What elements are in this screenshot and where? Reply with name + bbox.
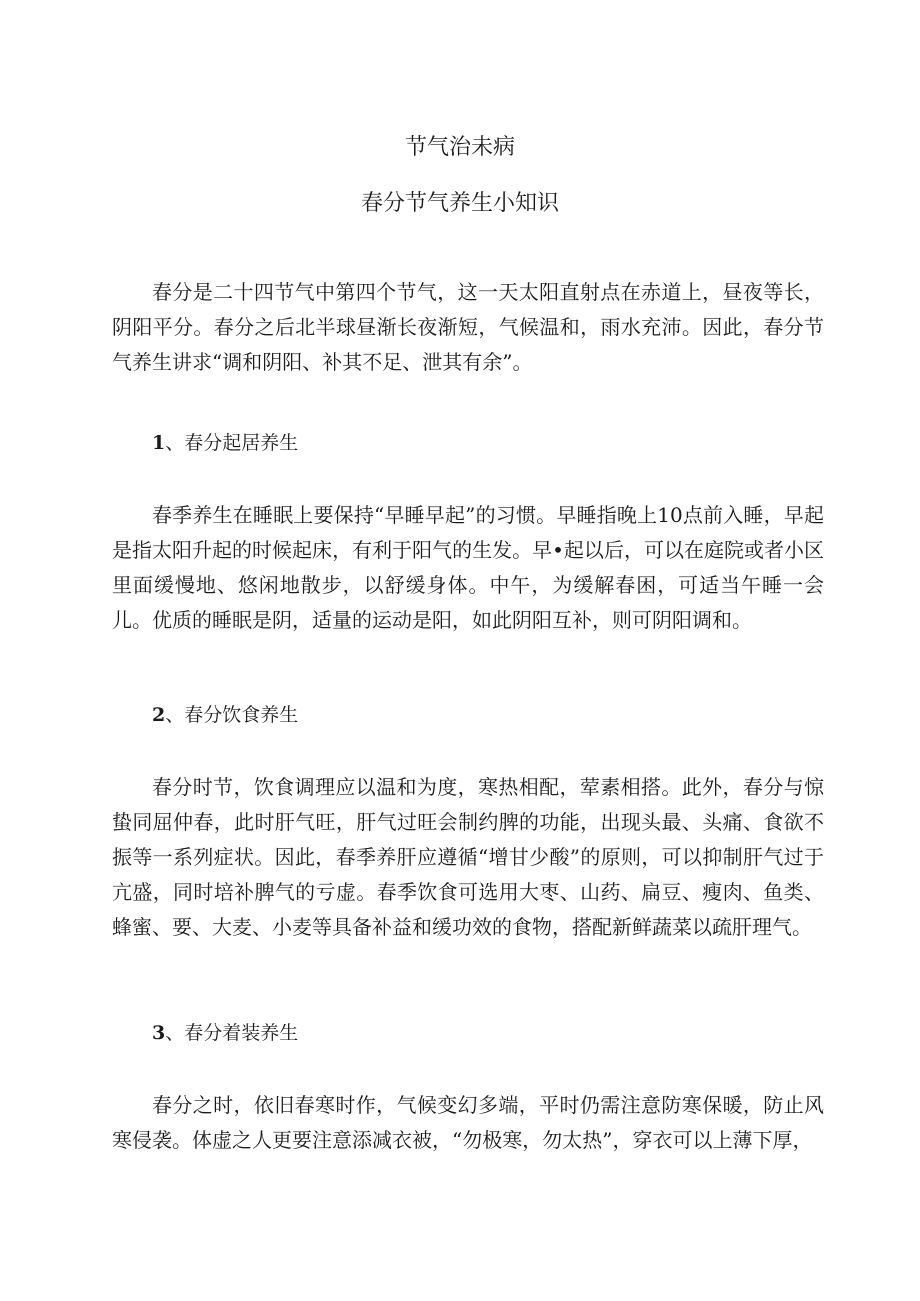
section-title-1: 、春分起居养生: [165, 432, 299, 454]
section-number-3: 3: [152, 1022, 166, 1044]
intro-paragraph: 春分是二十四节气中第四个节气，这一天太阳直射点在赤道上，昼夜等长，阴阳平分。春分之后北半球昼渐长夜渐短，气候温和，雨水充沛。因此，春分节气养生讲求“调和阴阳、补其不足、泄其有余”。: [112, 280, 824, 374]
section-body-2: 春分时节，饮食调理应以温和为度，寒热相配，荤素相搭。此外，春分与惊蛰同屈仲春，此时肝气旺，肝气过旺会制约脾的功能，出现头最、头痛、食欲不振等一系列症状。因此，春季养肝应遵循“增甘少酸”的原则，可以抑制肝气过于亢盛，同时培补脾气的亏虚。春季饮食可选用大枣、山药、扁豆、瘦肉、鱼类、蜂蜜、要、大麦、小麦等具备补益和缓功效的食物，搭配新鲜蔬菜以疏肝理气。: [112, 775, 824, 939]
section-heading-2: [152, 700, 298, 730]
section-heading-3: [152, 1018, 298, 1048]
section-heading-1: [152, 428, 298, 458]
section-number-2: 2: [152, 704, 166, 726]
section-title-2: 、春分饮食养生: [165, 704, 299, 726]
section-title-3: 、春分着装养生: [165, 1022, 299, 1044]
section-body-1: 春季养生在睡眠上要保持“早睡早起”的习惯。早睡指晚上10点前入睡，早起是指太阳升起的时候起床，有利于阳气的生发。早•起以后，可以在庭院或者小区里面缓慢地、悠闲地散步，以舒缓身体。中午，为缓解春困，可适当午睡一会儿。优质的睡眠是阴，适量的运动是阳，如此阴阳互补，则可阴阳调和。: [112, 503, 824, 632]
document-subtitle: 春分节气养生小知识: [360, 191, 559, 216]
section-number-1: 1: [152, 432, 166, 454]
document-title: 节气治未病: [404, 135, 515, 160]
section-body-3: 春分之时，依旧春寒时作，气候变幻多端，平时仍需注意防寒保暖，防止风寒侵袭。体虚之人更要注意添减衣被，“勿极寒，勿太热”，穿衣可以上薄下厚，: [112, 1093, 824, 1152]
